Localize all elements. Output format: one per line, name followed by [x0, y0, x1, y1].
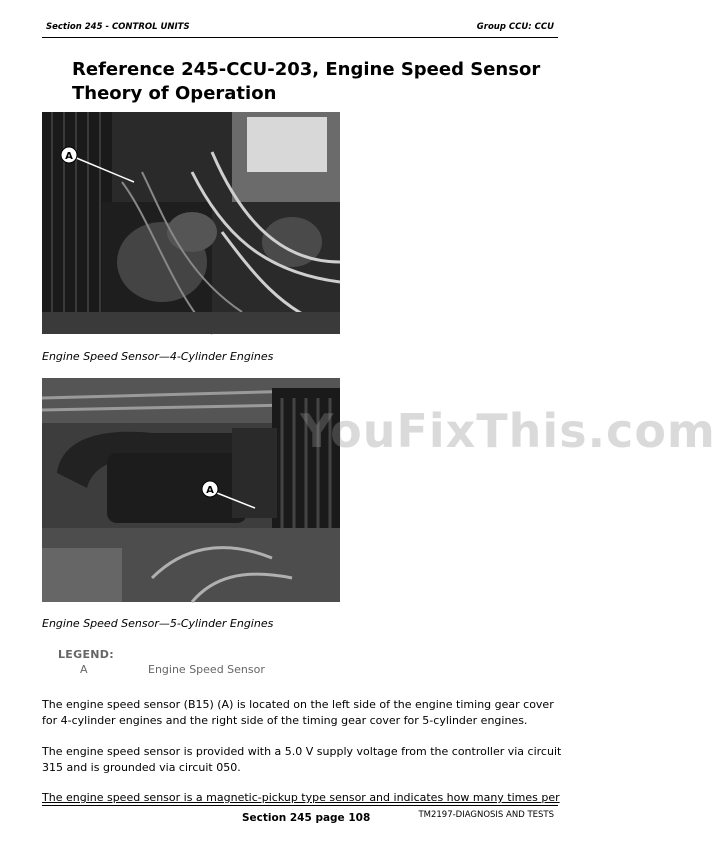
body-paragraph: The engine speed sensor is a magnetic-pickup type sensor and indicates how many times per	[42, 791, 560, 804]
legend-title: LEGEND:	[58, 648, 114, 661]
page-number: Section 245 page 108	[242, 812, 371, 824]
group-header: Group CCU: CCU	[476, 22, 554, 32]
manual-id: TM2197-DIAGNOSIS AND TESTS	[418, 810, 554, 820]
body-paragraph: The engine speed sensor (B15) (A) is located on the left side of the engine timing gear cover for 4-cylinder engines and the right side of the timing gear cover for 5-cylinder engines.	[42, 698, 554, 727]
footer-divider	[42, 805, 558, 806]
callout-a: A	[206, 485, 214, 496]
header-divider	[42, 37, 558, 38]
legend-value: Engine Speed Sensor	[148, 663, 265, 676]
legend-key: A	[80, 663, 88, 676]
figure-caption: Engine Speed Sensor—4-Cylinder Engines	[42, 350, 274, 363]
engine-photo-4-cylinder	[42, 112, 340, 334]
section-header: Section 245 - CONTROL UNITS	[46, 22, 190, 32]
watermark: YouFixThis.com	[300, 404, 716, 458]
callout-a: A	[65, 151, 73, 162]
page-title: Reference 245-CCU-203, Engine Speed Sensor Theory of Operation	[72, 59, 541, 104]
figure-caption: Engine Speed Sensor—5-Cylinder Engines	[42, 617, 274, 630]
engine-photo-5-cylinder	[42, 378, 340, 602]
body-paragraph: The engine speed sensor is provided with a 5.0 V supply voltage from the controller via circuit 315 and is grounded via circuit 050.	[42, 745, 562, 774]
